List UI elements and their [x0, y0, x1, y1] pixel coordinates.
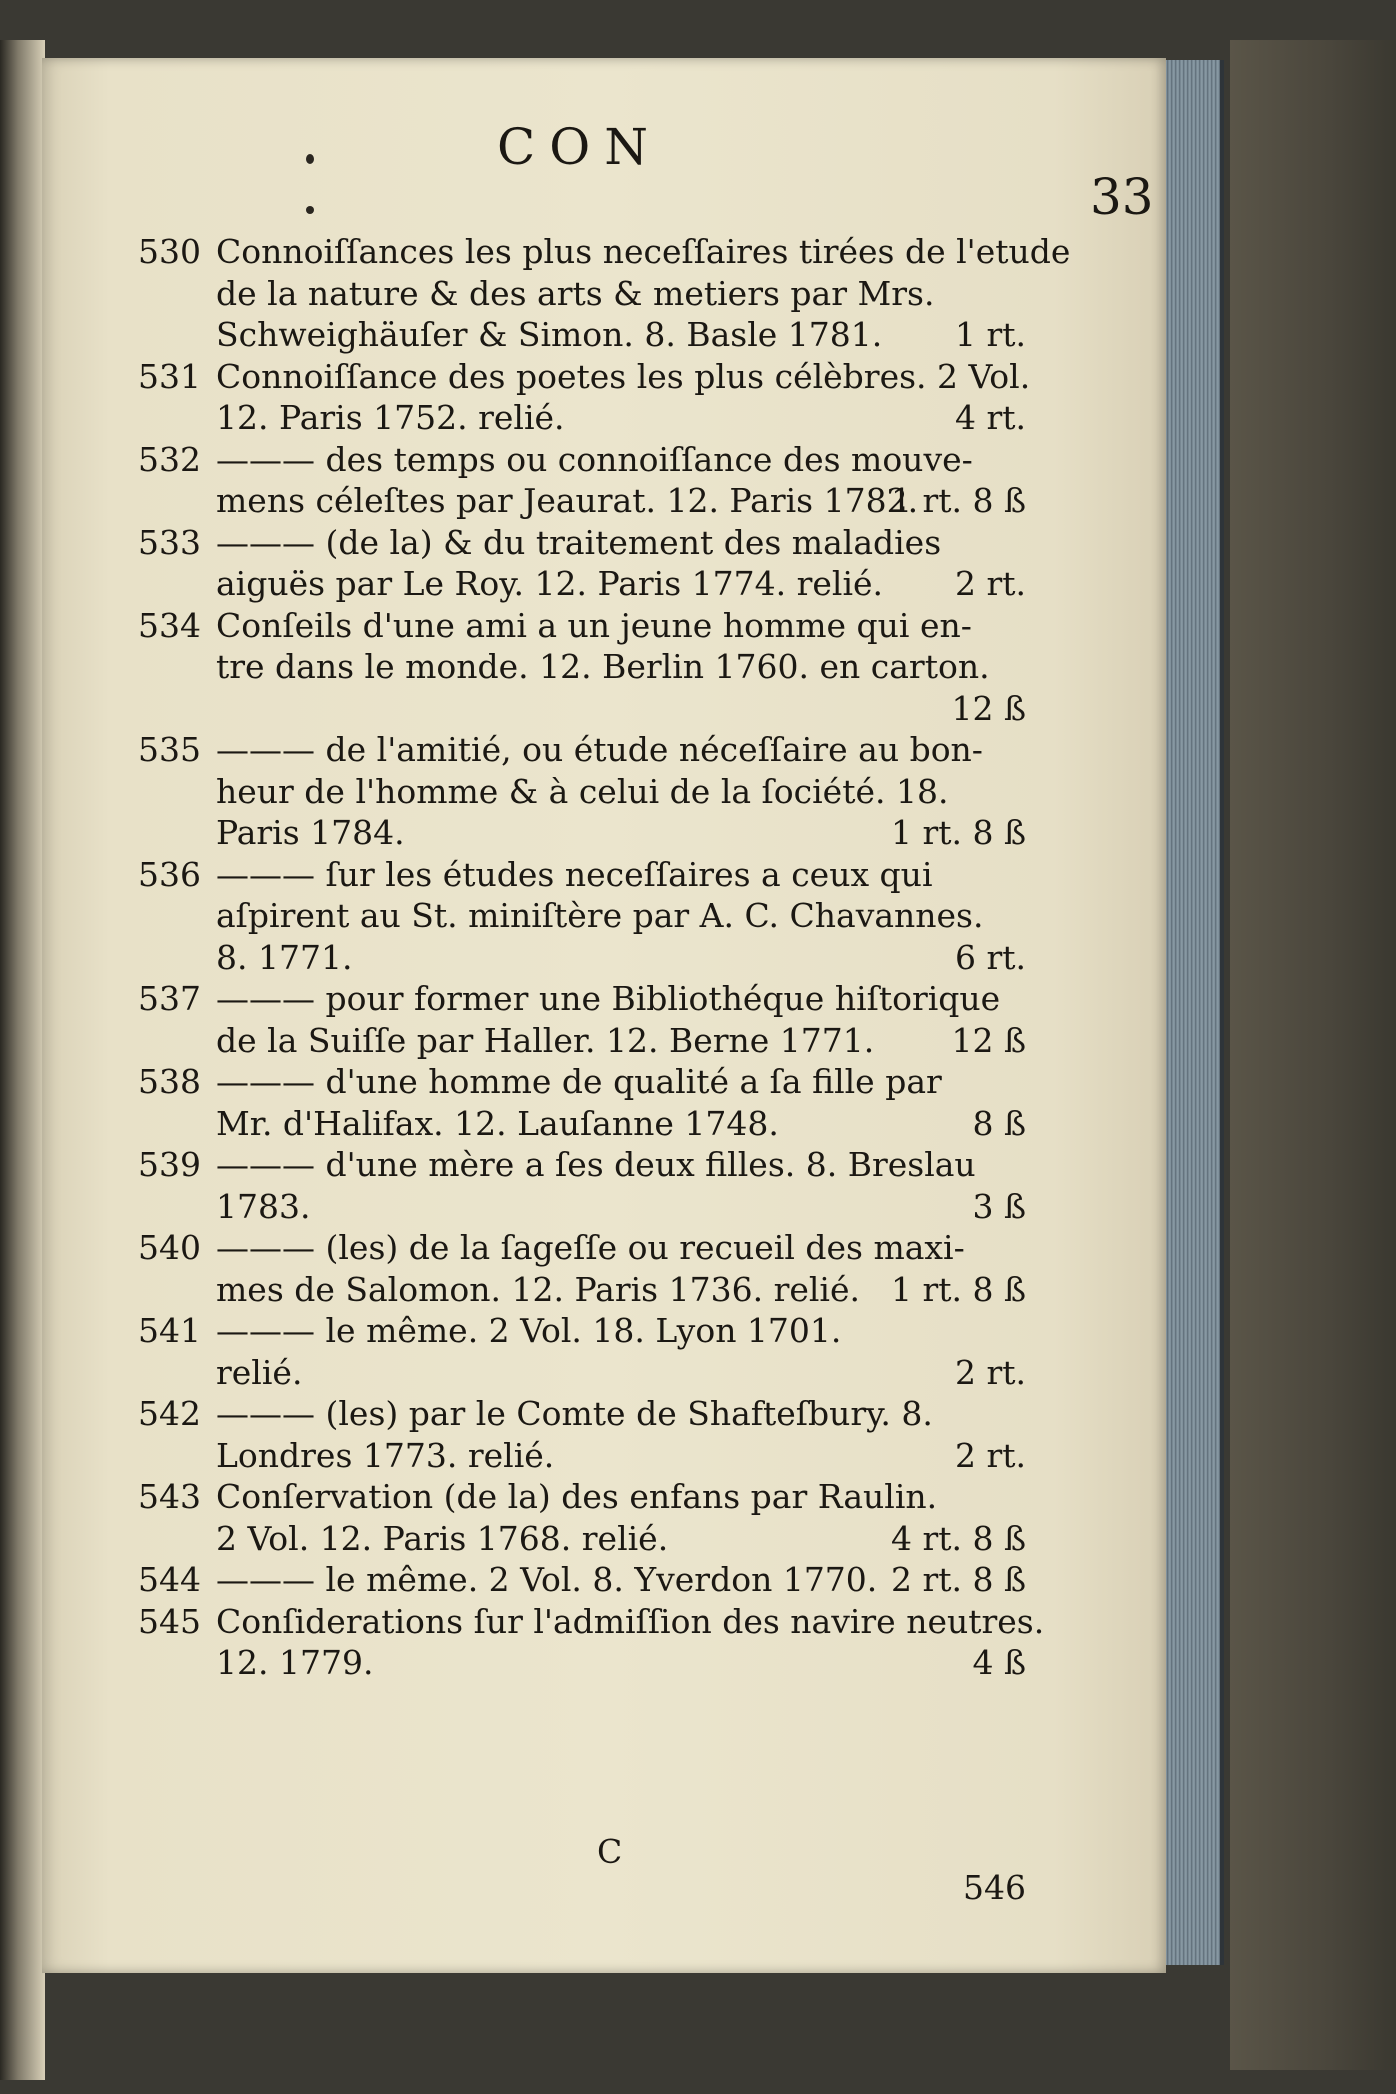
entry-price-line	[42, 1558, 1166, 1602]
entry-line	[42, 1060, 1166, 1104]
entry-text: 8. 1771.	[216, 937, 353, 977]
entry-price-line	[42, 396, 1166, 440]
entry-text: 2 Vol. 12. Paris 1768. relié.	[216, 1518, 669, 1558]
entry-text: tre dans le monde. 12. Berlin 1760. en carton.	[216, 647, 990, 686]
signature-mark: C	[597, 1832, 623, 1871]
entry-price: 4 ß	[972, 1643, 1026, 1682]
entry-text: Paris 1784.	[216, 813, 405, 852]
entry-price: 2 rt. 8 ß	[890, 1560, 1026, 1599]
entry-text: de la nature & des arts & metiers par Mrs.	[216, 273, 935, 313]
entry-price-line	[42, 1019, 1166, 1063]
entry-price: 2 rt.	[954, 1352, 1026, 1392]
entry-number: 535	[138, 730, 201, 769]
entry-text: relié.	[216, 1352, 303, 1392]
entry-price: 12 ß	[951, 688, 1026, 728]
entry-price: 1 rt. 8 ß	[890, 1269, 1026, 1309]
entry-price-line	[42, 1102, 1166, 1146]
entry-text: Connoiſſances les plus neceſſaires tirées de l'etude	[216, 232, 1071, 271]
entry-number: 534	[138, 605, 201, 645]
entry-number: 539	[138, 1145, 201, 1184]
entry-line	[42, 1392, 1166, 1436]
entry-text: Londres 1773. relié.	[216, 1435, 555, 1475]
entry-text: mens céleſtes par Jeaurat. 12. Paris 1782.	[216, 481, 919, 520]
entry-text: 12. 1779.	[216, 1643, 374, 1682]
entry-price-line	[42, 562, 1166, 606]
entry-price-line	[42, 1268, 1166, 1312]
entry-number: 540	[138, 1228, 201, 1267]
entry-price-line	[42, 479, 1166, 523]
entry-number: 536	[138, 854, 201, 894]
catchword: 546	[963, 1868, 1026, 1907]
catalog-entries	[42, 58, 1166, 1973]
entry-number: 533	[138, 522, 201, 562]
entry-price: 2 rt.	[954, 1435, 1026, 1475]
entry-line	[42, 1143, 1166, 1187]
entry-line	[42, 355, 1166, 399]
entry-text: mes de Salomon. 12. Paris 1736. relié.	[216, 1269, 860, 1309]
entry-line	[42, 1309, 1166, 1353]
entry-line	[42, 853, 1166, 897]
entry-text: 1783.	[216, 1186, 311, 1226]
entry-number: 538	[138, 1062, 201, 1101]
entry-number: 542	[138, 1394, 201, 1433]
entry-price: 1 rt.	[954, 315, 1026, 354]
entry-price: 6 rt.	[954, 937, 1026, 977]
entry-line	[42, 894, 1166, 938]
book-cover-right	[1230, 40, 1396, 2070]
entry-number: 532	[138, 439, 201, 479]
entry-price-line	[42, 1434, 1166, 1478]
entry-number: 545	[138, 1601, 201, 1641]
entry-number: 544	[138, 1560, 201, 1599]
entry-text: ——— ſur les études neceſſaires a ceux qui	[216, 854, 933, 894]
entry-number: 543	[138, 1477, 201, 1516]
entry-line	[42, 521, 1166, 565]
entry-text: de la Suiſſe par Haller. 12. Berne 1771.	[216, 1020, 875, 1060]
entry-line	[42, 604, 1166, 648]
entry-text: ——— des temps ou connoiſſance des mouve-	[216, 439, 973, 479]
entry-number: 531	[138, 356, 201, 396]
entry-line	[42, 728, 1166, 772]
entry-price: 2 rt.	[954, 564, 1026, 603]
entry-text: Schweighäuſer & Simon. 8. Basle 1781.	[216, 315, 883, 354]
entry-price-line	[42, 1517, 1166, 1561]
entry-price: 1 rt. 8 ß	[890, 481, 1026, 520]
entry-line	[42, 272, 1166, 316]
entry-price-line	[42, 1185, 1166, 1229]
page-number: 33	[1090, 168, 1154, 226]
entry-price: 8 ß	[972, 1103, 1026, 1143]
entry-line	[42, 1475, 1166, 1519]
entry-price: 12 ß	[951, 1020, 1026, 1060]
entry-number: 530	[138, 232, 201, 271]
book-page	[42, 58, 1166, 1973]
entry-text: aſpirent au St. miniſtère par A. C. Chavannes.	[216, 896, 984, 935]
entry-line	[42, 977, 1166, 1021]
entry-price-line	[42, 1351, 1166, 1395]
entry-line	[42, 230, 1166, 274]
entry-line	[42, 1226, 1166, 1270]
entry-price: 4 rt. 8 ß	[890, 1518, 1026, 1558]
entry-price: 4 rt.	[954, 398, 1026, 437]
entry-price-line	[42, 687, 1166, 731]
entry-price-line	[42, 313, 1166, 357]
entry-text: Conſiderations ſur l'admiſſion des navire neutres.	[216, 1601, 1045, 1641]
entry-number: 537	[138, 979, 201, 1018]
entry-line	[42, 438, 1166, 482]
entry-text: Connoiſſance des poetes les plus célèbres. 2 Vol.	[216, 356, 1031, 396]
entry-text: aiguës par Le Roy. 12. Paris 1774. relié.	[216, 564, 884, 603]
entry-text: ——— (les) de la ſageſſe ou recueil des maxi-	[216, 1228, 965, 1267]
running-head: CON	[497, 118, 662, 176]
entry-price-line	[42, 811, 1166, 855]
entry-price-line	[42, 936, 1166, 980]
entry-price-line	[42, 1641, 1166, 1685]
entry-line	[42, 1600, 1166, 1644]
entry-text: heur de l'homme & à celui de la ſociété. 18.	[216, 771, 949, 811]
book-left-edge	[0, 40, 45, 2080]
entry-text: ——— le même. 2 Vol. 18. Lyon 1701.	[216, 1311, 842, 1350]
entry-text: ——— de l'amitié, ou étude néceſſaire au bon-	[216, 730, 983, 769]
entry-line	[42, 770, 1166, 814]
entry-text: ——— d'une mère a ſes deux filles. 8. Breslau	[216, 1145, 976, 1184]
entry-price: 1 rt. 8 ß	[890, 813, 1026, 852]
entry-text: ——— d'une homme de qualité a ſa fille par	[216, 1062, 942, 1101]
entry-text: ——— (de la) & du traitement des maladies	[216, 522, 942, 562]
entry-text: Mr. d'Halifax. 12. Lauſanne 1748.	[216, 1103, 779, 1143]
entry-text: ——— le même. 2 Vol. 8. Yverdon 1770.	[216, 1560, 878, 1599]
entry-text: 12. Paris 1752. relié.	[216, 398, 565, 437]
entry-text: Conſeils d'une ami a un jeune homme qui en-	[216, 605, 972, 645]
entry-price: 3 ß	[972, 1186, 1026, 1226]
page-edges	[1160, 60, 1224, 1965]
entry-number: 541	[138, 1311, 201, 1350]
entry-line	[42, 645, 1166, 689]
entry-text: ——— (les) par le Comte de Shafteſbury. 8.	[216, 1394, 933, 1433]
entry-text: Conſervation (de la) des enfans par Raulin.	[216, 1477, 938, 1516]
entry-text: ——— pour former une Bibliothéque hiſtorique	[216, 979, 1001, 1018]
